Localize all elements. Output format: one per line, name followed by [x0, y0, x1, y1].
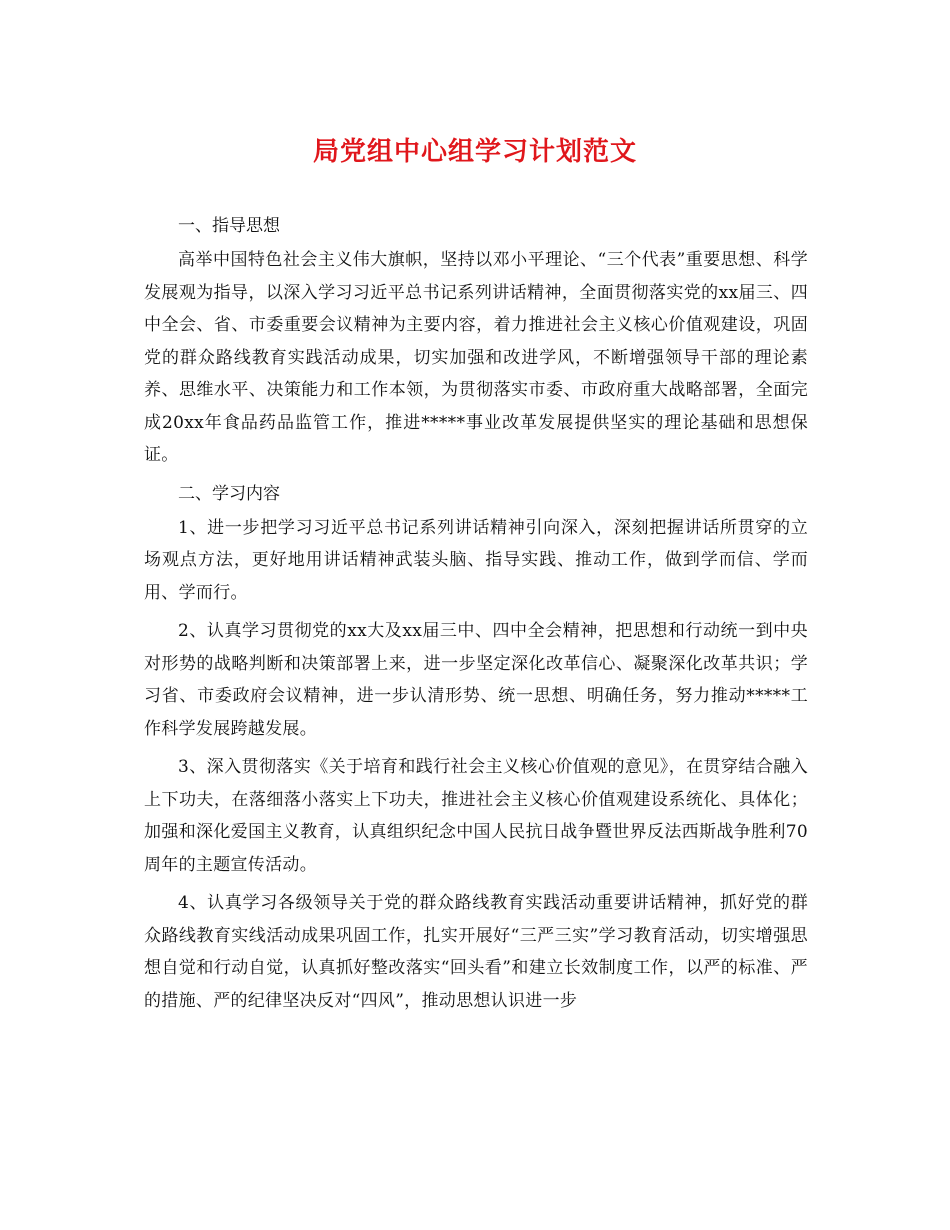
document-body [144, 210, 808, 1023]
paragraph: 4、认真学习各级领导关于党的群众路线教育实践活动重要讲话精神，抓好党的群众路线教育实线活动成果巩固工作，扎实开展好“三严三实”学习教育活动，切实增强思想自觉和行动自觉，认真抓好整改落实“回头看”和建立长效制度工作，以严的标准、严的措施、严的纪律坚决反对“四风”，推动思想认识进一步 [144, 893, 808, 1011]
paragraph: 高举中国特色社会主义伟大旗帜，坚持以邓小平理论、“三个代表”重要思想、科学发展观为指导，以深入学习习近平总书记系列讲话精神，全面贯彻落实党的xx届三、四中全会、省、市委重要会议精神为主要内容，着力推进社会主义核心价值观建设，巩固党的群众路线教育实践活动成果，切实加强和改进学风，不断增强领导干部的理论素养、思维水平、决策能力和工作本领，为贯彻落实市委、市政府重大战略部署，全面完成20xx年食品药品监管工作，推进*****事业改革发展提供坚实的理论基础和思想保证。 [144, 250, 808, 465]
section-heading: 一、指导思想 [178, 216, 280, 236]
document-title: 局党组中心组学习计划范文 [312, 137, 637, 167]
paragraph: 2、认真学习贯彻党的xx大及xx届三中、四中全会精神，把思想和行动统一到中央对形势的战略判断和决策部署上来，进一步坚定深化改革信心、凝聚深化改革共识；学习省、市委政府会议精神，进一步认清形势、统一思想、明确任务，努力推动*****工作科学发展跨越发展。 [144, 621, 808, 739]
paragraph: 1、进一步把学习习近平总书记系列讲话精神引向深入，深刻把握讲话所贯穿的立场观点方法，更好地用讲话精神武装头脑、指导实践、推动工作，做到学而信、学而用、学而行。 [144, 517, 808, 603]
paragraph: 3、深入贯彻落实《关于培育和践行社会主义核心价值观的意见》，在贯穿结合融入上下功夫，在落细落小落实上下功夫，推进社会主义核心价值观建设系统化、具体化；加强和深化爱国主义教育，认真组织纪念中国人民抗日战争暨世界反法西斯战争胜利70周年的主题宣传活动。 [144, 757, 808, 875]
section-heading: 二、学习内容 [178, 483, 280, 504]
section-study-content [144, 478, 808, 1018]
section-guiding-thought [144, 210, 808, 472]
